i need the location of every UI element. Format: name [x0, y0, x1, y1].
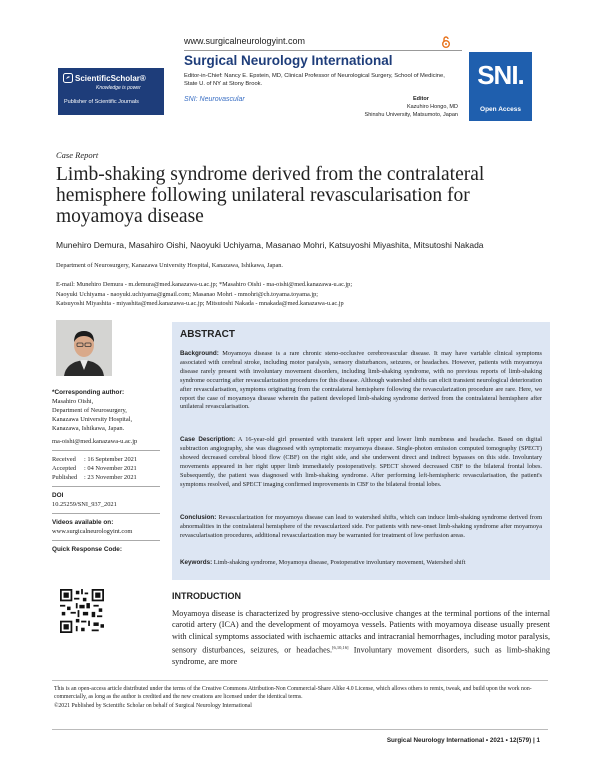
abstract-case-description — [180, 436, 542, 489]
affiliation: Department of Neurosurgery, Kanazawa University Hospital, Kanazawa, Ishikawa, Japan. — [56, 262, 283, 269]
abstract-heading: ABSTRACT — [180, 329, 235, 340]
intro-text: Moyamoya disease is characterized by progressive steno-occlusive changes at the terminal portions of the internal carotid artery (ICA) and the development of moyamoya vessels. Patients with moyamoya disease usually present with clinical symptoms associated with ischaemic attacks and intracranial hemorrhages, including motor paralysis, sensory disturbances, seizures, or headaches. — [172, 609, 550, 655]
author-photo — [56, 320, 112, 376]
intro-text-tail: Involuntary movement disorders, such as limb-shaking syndrome, are more — [172, 645, 550, 667]
copyright-text: ©2021 Published by Scientific Scholar on behalf of Surgical Neurology International — [54, 702, 252, 709]
author-emails — [56, 280, 546, 309]
videos-label: Videos available on: — [52, 519, 114, 526]
sidebar-divider — [52, 513, 160, 514]
footer-divider — [52, 680, 548, 681]
publisher-logo-tagline: Knowledge is power — [96, 85, 141, 91]
received-label: Received — [52, 456, 76, 463]
citation-ref[interactable]: [6,10,16] — [332, 645, 349, 651]
license-text: This is an open-access article distributed under the terms of the Creative Commons Attribution-Non Commercial-Share Alike 4.0 License, which allows others to remix, tweak, and build upon the work non-commercially, as long as the author is credited and the new creations are licensed under the identical terms. — [54, 686, 532, 701]
emails-line: Naoyuki Uchiyama - naoyuki.uchiyama@gmail.com; Masanao Mohri - mmohri@ch.toyama.toyama.jp; — [56, 290, 319, 298]
case-description-label: Case Description: — [180, 436, 236, 443]
journal-title: Surgical Neurology International — [184, 53, 393, 68]
corresponding-author-city: Kanazawa, Ishikawa, Japan. — [52, 425, 125, 432]
corresponding-author-dept: Department of Neurosurgery, — [52, 407, 127, 414]
doi-link[interactable]: 10.25259/SNI_937_2021 — [52, 501, 117, 508]
published-label: Published — [52, 474, 78, 481]
accepted-date: : 04 November 2021 — [84, 465, 137, 472]
conclusion-text: Revascularization for moyamoya disease can lead to watershed shifts, which can induce limb-shaking syndrome derived from abnormalities in the contralateral hemisphere of the revascularized side. For patients with new-onset limb-shaking syndrome after moyamoya revascularisation procedures, additional revascularization may be warranted for treatment of low perfusion areas. — [180, 514, 543, 539]
background-label: Background: — [180, 350, 219, 357]
qr-code-image[interactable] — [60, 589, 104, 633]
case-description-text: A 16-year-old girl presented with transient left upper and lower limb numbness and headache. Based on digital subtraction angiography, she was diagnosed with symptomatic moyamoya disease. Single-photon emission computed tomography (SPECT) showed decreased cerebral blood flow (CBF) on the right side, and she underwent direct and indirect bypasses on this side. Involuntary movements appeared in her right upper limb immediately postoperatively. SPECT showed decreased CBF to the bilateral frontal lobes. Subsequently, the patient was diagnosed with limb-shaking syndrome. After performing left-hemispheric revascularisation, the patient's symptoms resolved, and SPECT imaging confirmed improvements in CBF to the bilateral frontal lobes. — [180, 436, 542, 488]
conclusion-label: Conclusion: — [180, 514, 217, 521]
open-access-lock-icon — [441, 36, 451, 48]
keywords-label: Keywords: — [180, 559, 213, 566]
editor-name: Kazuhiro Hongo, MD — [406, 104, 458, 110]
article-sidebar — [52, 388, 160, 554]
accepted-date-row — [52, 464, 160, 473]
corresponding-author-email[interactable]: ma-oishi@med.kanazawa-u.ac.jp — [52, 438, 138, 445]
received-date: : 16 September 2021 — [84, 456, 138, 463]
videos-url-link[interactable]: www.surgicalneurologyint.com — [52, 528, 133, 535]
editor-in-chief: Editor-in-Chief: Nancy E. Epstein, MD, Clinical Professor of Neurological Surgery, School of Medicine, State U. of NY at Stony Brook. — [184, 73, 445, 87]
accepted-label: Accepted — [52, 465, 77, 472]
sidebar-divider — [52, 450, 160, 451]
emails-line: E-mail: Munehiro Demura - m.demura@med.kanazawa-u.ac.jp; *Masahiro Oishi - ma-oishi@med.kanazawa-u.ac.jp; — [56, 281, 353, 288]
background-text: Moyamoya disease is a rare chronic steno-occlusive cerebrovascular disease. It may have variable clinical symptoms associated with cerebral stroke, including motor paralysis, sensory disturbances, seizures, or headaches. However, patients with moyamoya disease rarely present with involuntary movement disorders, including limb-shaking syndrome, with no previous reports of limb-shaking syndrome occurring after revascularization procedures for this disease. Although watershed shifts can elicit transient neurological deterioration after revascularisation, symptoms originating from the contralateral hemisphere following the revascularization procedure are rare. Here, we report the case of moyamoya disease wherein the patient developed limb-shaking syndrome derived from the contralateral hemisphere after unilateral revascularisation. — [180, 350, 542, 411]
sidebar-divider — [52, 486, 160, 487]
keywords-text: Limb-shaking syndrome, Moyamoya disease, Postoperative involuntary movement, Watershed shift — [213, 559, 466, 566]
author-list: Munehiro Demura, Masahiro Oishi, Naoyuki Uchiyama, Masanao Mohri, Katsuyoshi Miyashita, Mitsutoshi Nakada — [56, 240, 484, 250]
publisher-logo — [58, 68, 164, 115]
emails-line: Katsuyoshi Miyashita - miyashita@med.kanazawa-u.ac.jp; Mitsutoshi Nakada - mnakada@med.kanazawa-u.ac.jp — [56, 300, 344, 307]
article-type: Case Report — [56, 150, 99, 160]
footer-divider — [52, 729, 548, 730]
license-note — [54, 685, 548, 710]
open-access-label: Open Access — [480, 106, 521, 113]
publisher-logo-icon — [63, 73, 73, 83]
abstract-conclusion — [180, 514, 542, 541]
site-url-link[interactable]: www.surgicalneurologyint.com — [184, 36, 306, 46]
abstract-box — [172, 322, 550, 580]
author-portrait-image — [56, 320, 112, 376]
header-divider — [184, 50, 462, 51]
corresponding-author-label: *Corresponding author: — [52, 389, 125, 396]
footer-citation: Surgical Neurology International • 2021 • 12(579) | 1 — [386, 737, 540, 744]
editor-label: Editor — [413, 96, 429, 102]
sni-logo-text: SNI. — [477, 60, 524, 90]
editor-affiliation: Shinshu University, Matsumoto, Japan — [364, 112, 458, 118]
doi-label: DOI — [52, 492, 64, 499]
article-title: Limb-shaking syndrome derived from the contralateral hemisphere following unilateral revascularisation for moyamoya disease — [56, 164, 485, 227]
journal-header — [0, 0, 600, 135]
received-date-row — [52, 455, 160, 464]
sidebar-divider — [52, 540, 160, 541]
corresponding-author-hospital: Kanazawa University Hospital, — [52, 416, 133, 423]
qr-code-label: Quick Response Code: — [52, 546, 122, 553]
publisher-logo-name: ScientificScholar® — [75, 74, 146, 83]
section-tag: SNI: Neurovascular — [184, 96, 245, 103]
corresponding-author-name: Masahiro Oishi, — [52, 398, 94, 405]
introduction-heading: INTRODUCTION — [172, 591, 241, 601]
published-date: : 23 November 2021 — [84, 474, 137, 481]
published-date-row — [52, 473, 160, 482]
abstract-keywords — [180, 559, 542, 568]
publisher-logo-subtitle: Publisher of Scientific Journals — [64, 99, 139, 105]
sni-logo — [469, 52, 532, 121]
introduction-paragraph — [172, 608, 550, 668]
abstract-background — [180, 350, 542, 412]
